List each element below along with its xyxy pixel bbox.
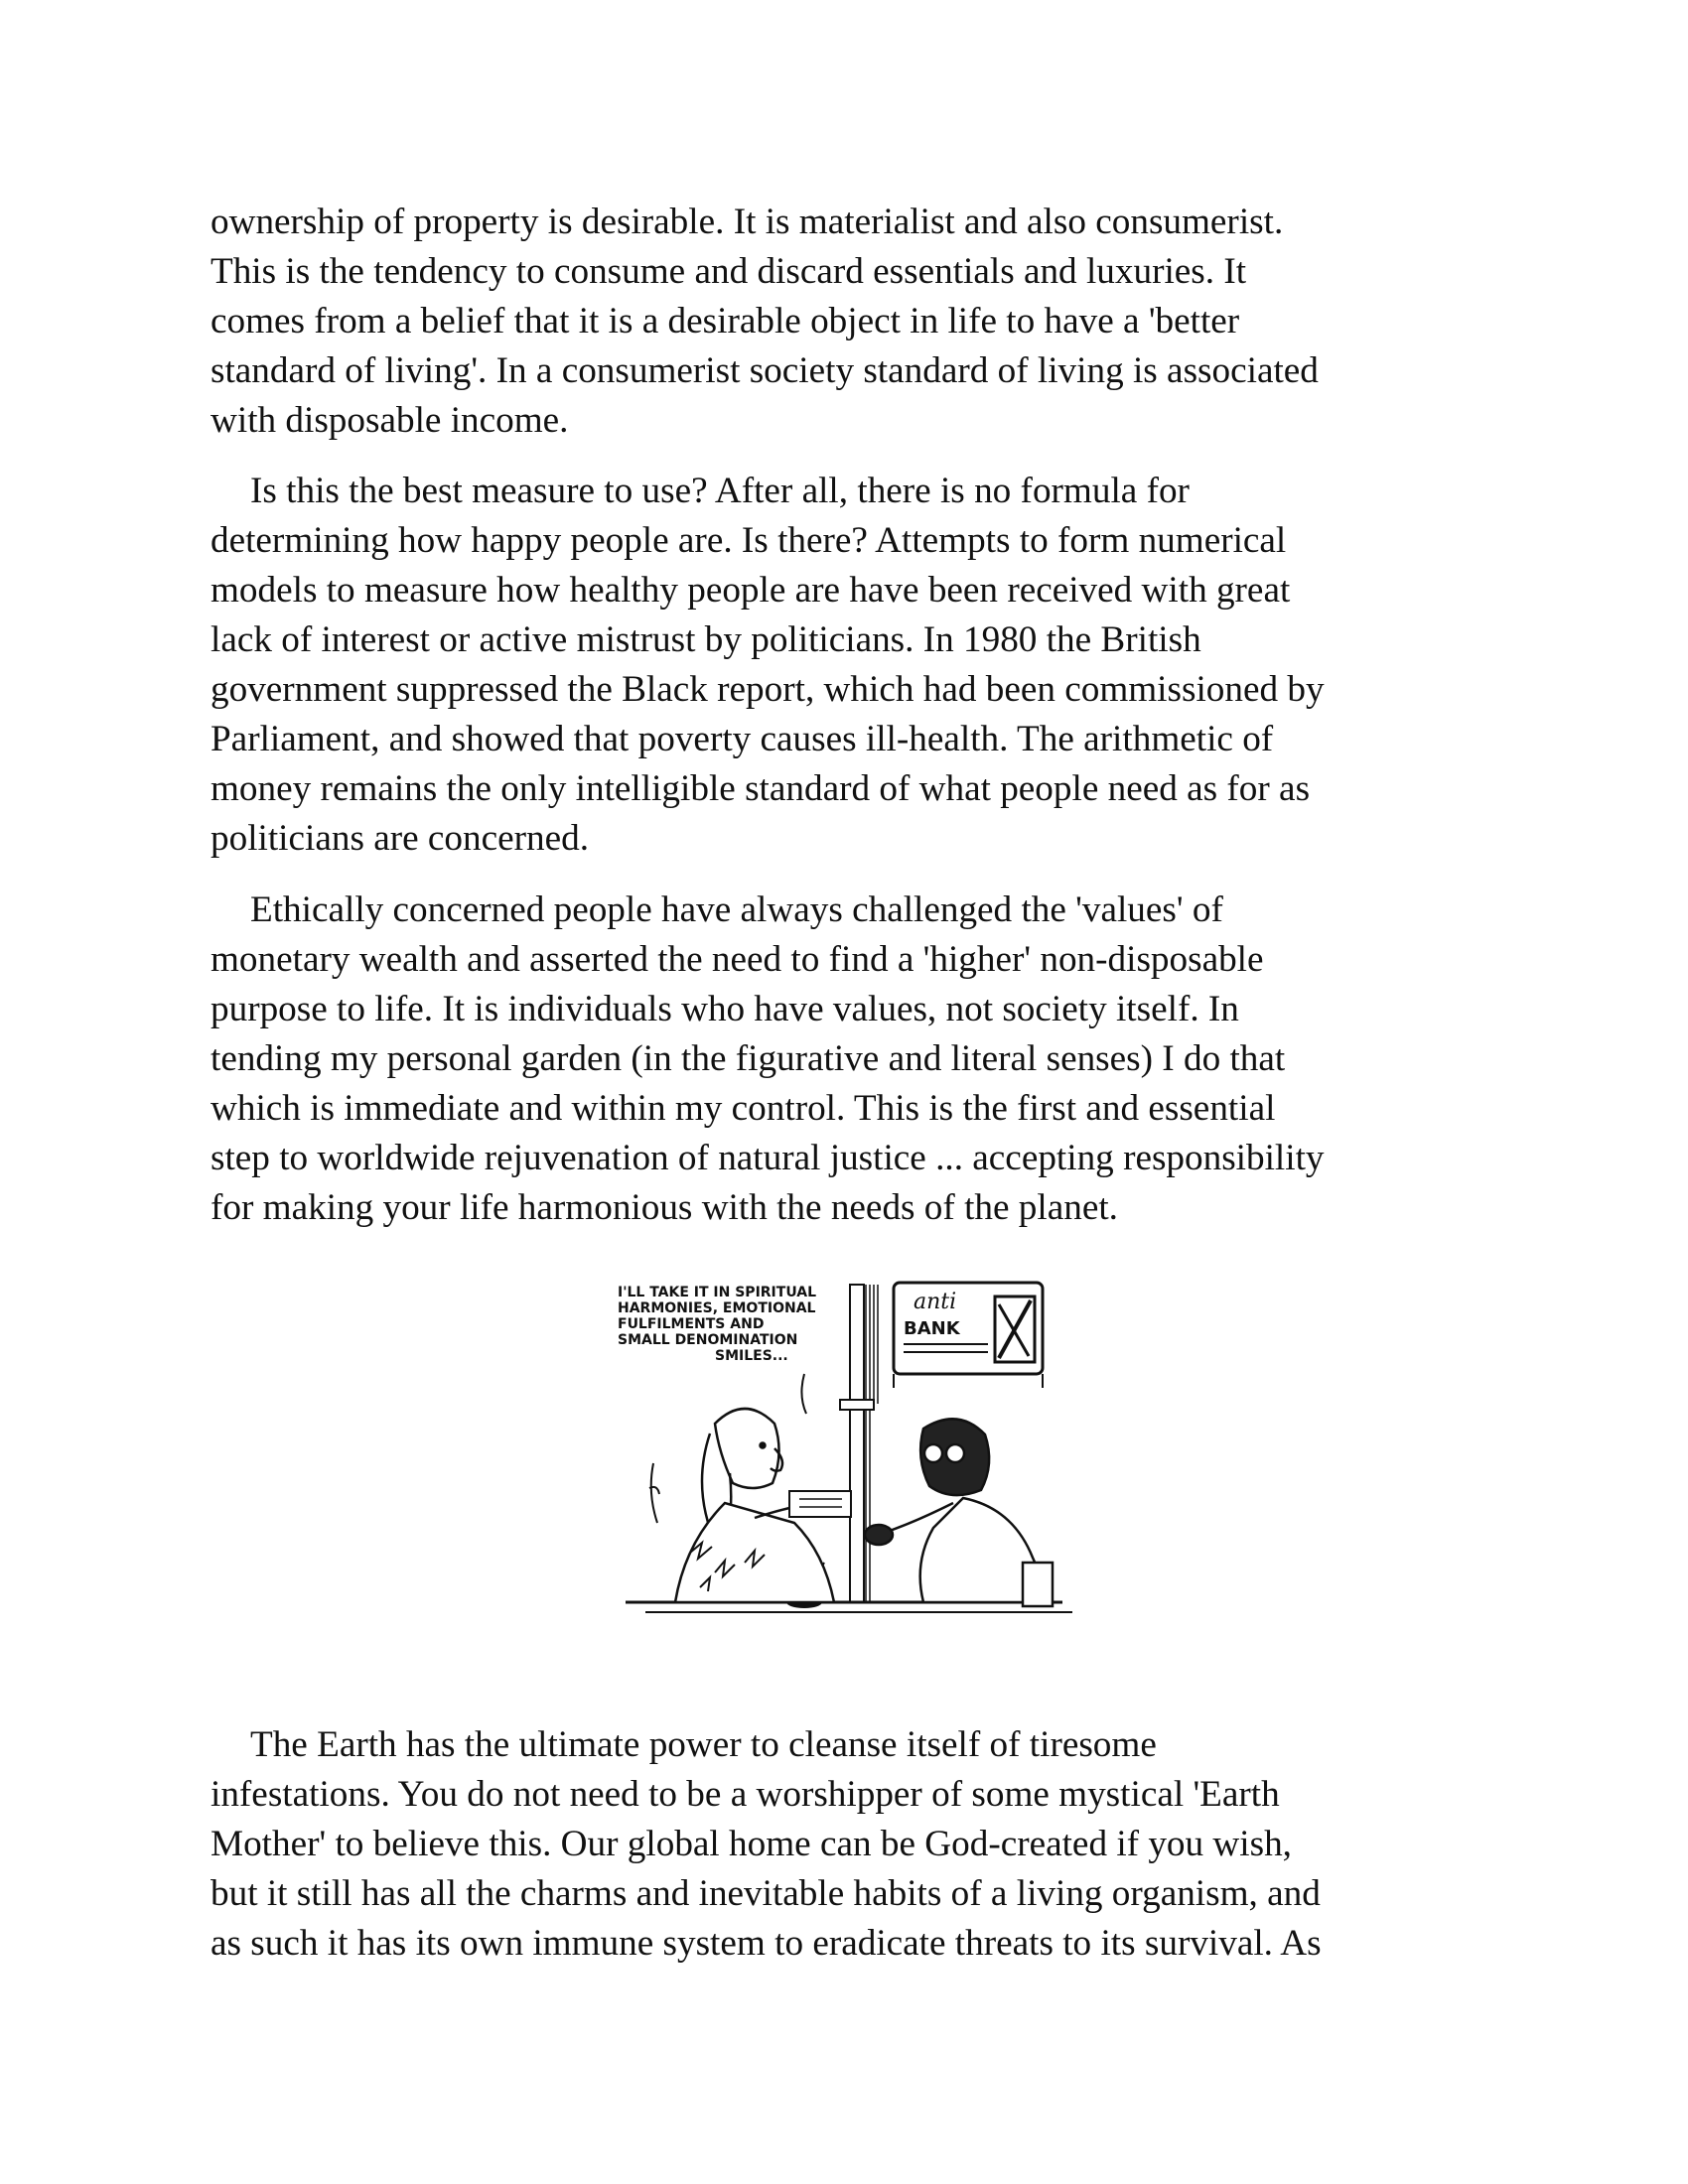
sign-bank-text: BANK	[904, 1318, 960, 1339]
text-line: This is the tendency to consume and discard essentials and luxuries. It	[211, 251, 1247, 292]
text-line: step to worldwide rejuvenation of natural justice ... accepting responsibility	[211, 1138, 1325, 1178]
speech-line: SMILES...	[715, 1348, 788, 1364]
text-line: with disposable income.	[211, 400, 569, 441]
text-line: standard of living'. In a consumerist society standard of living is associated	[211, 350, 1319, 391]
text-line: Parliament, and showed that poverty causes ill-health. The arithmetic of	[211, 719, 1274, 759]
text-line: Ethically concerned people have always challenged the 'values' of	[250, 889, 1223, 930]
text-line: monetary wealth and asserted the need to find a 'higher' non-disposable	[211, 939, 1264, 980]
text-line: comes from a belief that it is a desirable object in life to have a 'better	[211, 301, 1240, 341]
text-line: but it still has all the charms and inevitable habits of a living organism, and	[211, 1873, 1321, 1914]
speech-line: HARMONIES, EMOTIONAL	[618, 1300, 816, 1316]
text-line: tending my personal garden (in the figurative and literal senses) I do that	[211, 1038, 1286, 1079]
text-line: which is immediate and within my control. This is the first and essential	[211, 1088, 1276, 1129]
text-line: politicians are concerned.	[211, 818, 589, 859]
paragraph-4	[211, 1720, 1491, 1969]
sign-anti-text: anti	[914, 1290, 957, 1314]
paragraph-2	[211, 467, 1491, 864]
cartoon-speech-text	[618, 1285, 816, 1364]
text-line: government suppressed the Black report, which had been commissioned by	[211, 669, 1325, 710]
teller-window	[840, 1285, 878, 1602]
text-line: ownership of property is desirable. It is materialist and also consumerist.	[211, 202, 1284, 242]
speech-line: SMALL DENOMINATION	[618, 1332, 798, 1348]
text-line: Mother' to believe this. Our global home can be God-created if you wish,	[211, 1824, 1292, 1864]
woman-customer	[675, 1409, 851, 1602]
text-line: determining how happy people are. Is there? Attempts to form numerical	[211, 520, 1287, 561]
text-line: The Earth has the ultimate power to cleanse itself of tiresome	[250, 1724, 1157, 1765]
text-line: money remains the only intelligible standard of what people need as for as	[211, 768, 1311, 809]
bank-cartoon-illustration	[606, 1275, 1082, 1667]
text-line: for making your life harmonious with the needs of the planet.	[211, 1187, 1118, 1228]
text-line: lack of interest or active mistrust by politicians. In 1980 the British	[211, 619, 1201, 660]
artist-signature	[649, 1463, 659, 1523]
text-line: purpose to life. It is individuals who have values, not society itself. In	[211, 989, 1239, 1029]
text-line: Is this the best measure to use? After all, there is no formula for	[250, 471, 1190, 511]
text-line: as such it has its own immune system to eradicate threats to its survival. As	[211, 1923, 1322, 1964]
paragraph-3	[211, 886, 1491, 1233]
paragraph-1	[211, 198, 1491, 446]
speech-line: I'LL TAKE IT IN SPIRITUAL	[618, 1285, 817, 1300]
anti-bank-sign	[894, 1283, 1043, 1388]
speech-line: FULFILMENTS AND	[618, 1316, 765, 1332]
text-line: models to measure how healthy people are have been received with great	[211, 570, 1291, 611]
bank-teller-man	[865, 1419, 1053, 1606]
text-line: infestations. You do not need to be a worshipper of some mystical 'Earth	[211, 1774, 1280, 1815]
speech-pointer	[801, 1374, 806, 1414]
